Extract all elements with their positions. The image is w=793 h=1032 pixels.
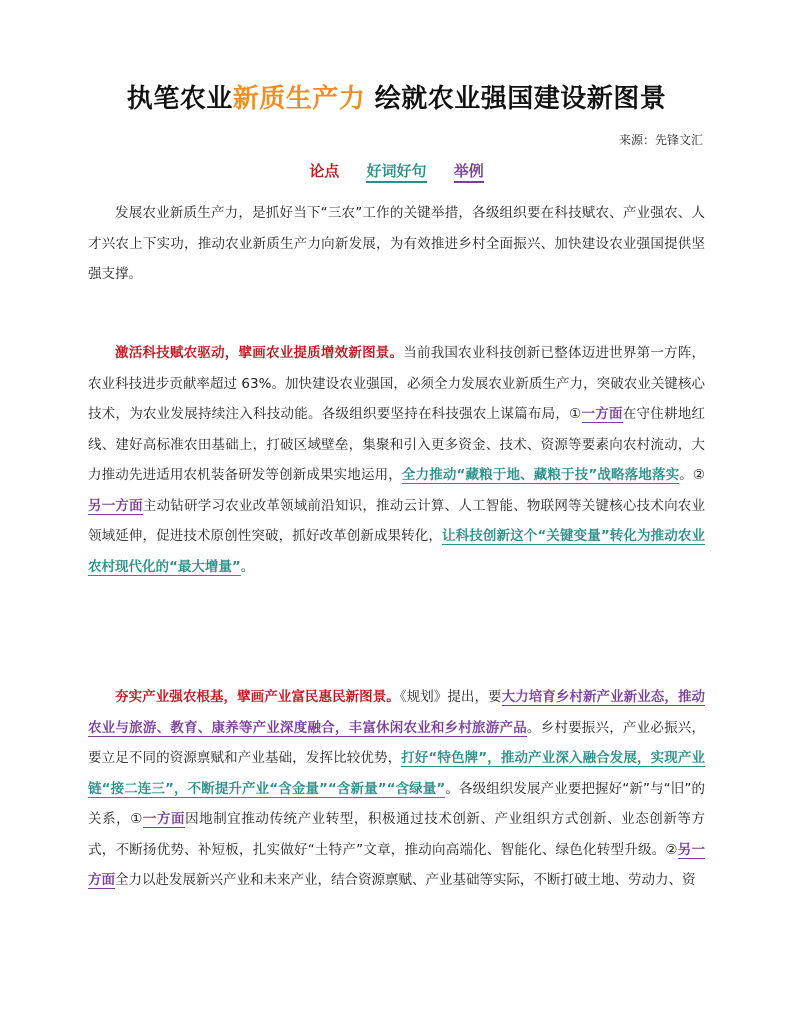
body-text: 因地制宜推动传统产业转型，积极通过技术创新、产业组织方式创新、业态创新等方式，不断扬优势、补短板，扎实做好“土特产”文章，推动向高端化、智能化、绿色化转型升级。② <box>88 811 705 858</box>
body-text: 《规划》提出，要 <box>399 689 502 705</box>
body-text: 全力以赴发展新兴产业和未来产业，结合资源禀赋、产业基础等实际，不断打破土地、劳动力、资 <box>115 872 696 888</box>
body-text: 。乡村要振兴，产业必振兴，要立足不同的资源禀赋和产业基础，发挥比较优势， <box>88 719 706 766</box>
title-highlight: 新质生产力 <box>232 84 366 114</box>
example-marker: 一方面 <box>142 811 186 827</box>
category-tabs <box>0 160 793 181</box>
tab-argument[interactable]: 论点 <box>309 162 340 180</box>
tab-good-phrases[interactable]: 好词好句 <box>366 162 426 183</box>
argument-heading: 夯实产业强农根基，擘画产业富民惠民新图景。 <box>115 689 400 705</box>
paragraph-intro: 发展农业新质生产力，是抓好当下“三农”工作的关键举措，各级组织要在科技赋农、产业强农、人才兴农上下实功，推动农业新质生产力向新发展，为有效推进乡村全面振兴、加快建设农业强国提供坚强支撑。 <box>88 205 705 282</box>
good-phrase: 让科技创新这个“关键变量”转化为推动农业农村现代化的“最大增量” <box>88 528 706 575</box>
body-text: 在守住耕地红线、建好高标准农田基础上，打破区域壁垒，集聚和引入更多资金、技术、资源等要素向农村流动，大力推动先进适用农机装备研发等创新成果实地运用， <box>88 406 706 483</box>
paragraph-tech <box>88 338 705 582</box>
good-phrase: 全力推动“藏粮于地、藏粮于技”战略落地落实 <box>401 467 680 483</box>
example-marker: 另一方面 <box>88 841 705 888</box>
page-title <box>0 78 793 115</box>
argument-heading: 激活科技赋农驱动，擘画农业提质增效新图景。 <box>115 345 404 361</box>
tab-examples[interactable]: 举例 <box>454 162 484 183</box>
example-marker: 另一方面 <box>88 497 143 514</box>
title-part2: 绘就农业强国建设新图景 <box>365 84 667 114</box>
body-text: 。 <box>240 558 255 575</box>
example-marker: 一方面 <box>581 406 623 422</box>
title-part1: 执笔农业 <box>126 84 233 114</box>
body-text: 主动钻研学习农业改革领域前沿知识，推动云计算、人工智能、物联网等关键核心技术向农业领域延伸，促进技术原创性突破，抓好改革创新成果转化， <box>88 497 706 544</box>
good-phrase: 打好“特色牌”，推动产业深入融合发展，实现产业链“接二连三”，不断提升产业“含金量”“含新量”“含绿量” <box>88 750 705 797</box>
body-text: 。② <box>679 467 706 483</box>
source-label: 来源：先锋文汇 <box>618 133 703 147</box>
body-text: 当前我国农业科技创新已整体迈进世界第一方阵，农业科技进步贡献率超过 63%。加快建设农业强国，必须全力发展农业新质生产力，突破农业关键核心技术，为农业发展持续注入科技动能。各级组织要坚持在科技强农上谋篇布局，① <box>88 345 705 422</box>
paragraph-industry <box>88 682 705 896</box>
example-quote: 大力培育乡村新产业新业态，推动农业与旅游、教育、康养等产业深度融合，丰富休闲农业和乡村旅游产品 <box>88 689 706 736</box>
body-text: 。各级组织发展产业要把握好“新”与“旧”的关系，① <box>88 780 705 827</box>
